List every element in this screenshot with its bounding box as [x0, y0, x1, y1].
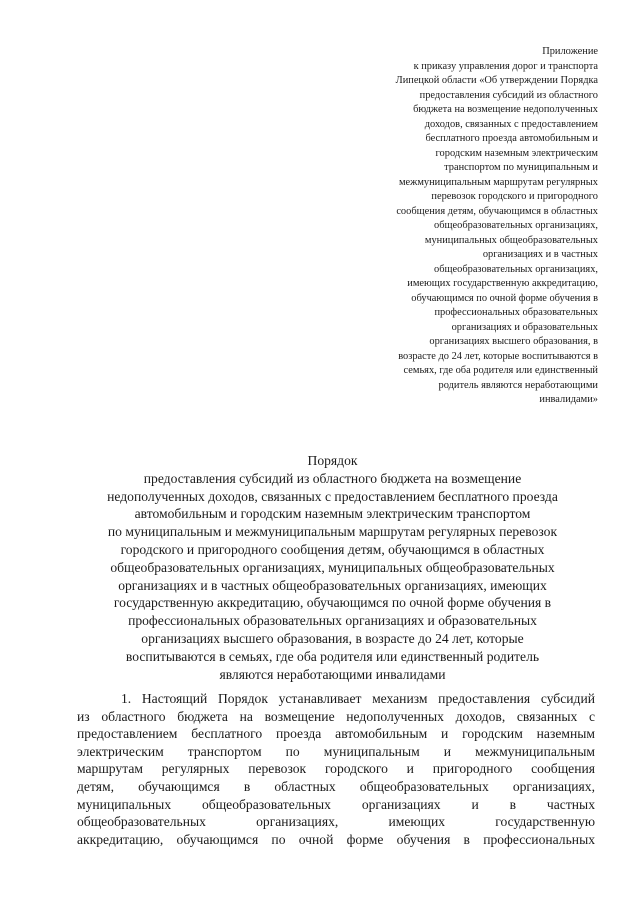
body-line: аккредитацию, обучающимся по очной форме обучения в профессиональных: [77, 831, 595, 847]
title-line: организациях и в частных общеобразовательных организациях, имеющих: [118, 577, 547, 593]
body-paragraph-1: [77, 690, 595, 848]
appendix-line: сообщения детям, обучающимся в областных: [396, 205, 598, 217]
appendix-line: муниципальных общеобразовательных: [424, 234, 598, 246]
appendix-line: к приказу управления дорог и транспорта: [413, 60, 598, 72]
title-line: воспитываются в семьях, где оба родителя или единственный родитель: [125, 648, 540, 664]
appendix-line: транспортом по муниципальным и: [444, 162, 598, 173]
title-line: профессиональных образовательных организациях и образовательных: [128, 613, 537, 629]
appendix-line: Приложение: [542, 46, 598, 57]
body-line: детям, обучающимся в областных общеобразовательных организациях,: [77, 778, 595, 794]
appendix-block: [328, 45, 598, 408]
title-line: являются неработающими инвалидами: [219, 666, 446, 682]
appendix-line: обучающимся по очной форме обучения в: [411, 292, 598, 304]
body-line: электрическим транспортом по муниципальным и межмуниципальным: [77, 743, 595, 759]
title-line: общеобразовательных организациях, муниципальных общеобразовательных: [110, 559, 555, 575]
body-line: 1. Настоящий Порядок устанавливает механизм предоставления субсидий: [121, 691, 595, 706]
appendix-line: общеобразовательных организациях,: [434, 263, 598, 275]
appendix-line: Липецкой области «Об утверждении Порядка: [395, 75, 598, 86]
appendix-line: предоставления субсидий из областного: [419, 89, 598, 101]
document-title: [70, 452, 595, 683]
title-line: государственную аккредитацию, обучающимся по очной форме обучения в: [113, 595, 552, 611]
appendix-line: родитель являются неработающими: [438, 379, 598, 391]
appendix-line: инвалидами»: [539, 394, 598, 405]
title-heading: Порядок: [307, 453, 358, 468]
appendix-line: организациях и образовательных: [451, 321, 598, 333]
appendix-line: общеобразовательных организациях,: [434, 220, 598, 231]
body-line: из областного бюджета на возмещение недополученных доходов, связанных с: [77, 708, 595, 724]
body-line: маршрутам регулярных перевозок городского и пригородного сообщения: [77, 761, 595, 777]
title-line: недополученных доходов, связанных с предоставлением бесплатного проезда: [107, 488, 558, 504]
title-line: предоставления субсидий из областного бюджета на возмещение: [143, 470, 522, 486]
body-line: муниципальных общеобразовательных организациях и в частных: [77, 796, 595, 812]
body-line: общеобразовательных организациях, имеющих государственную: [77, 814, 595, 830]
title-line: по муниципальным и межмуниципальным маршрутам регулярных перевозок: [107, 524, 558, 540]
title-line: городского и пригородного сообщения детям, обучающимся в областных: [120, 541, 545, 557]
appendix-line: организациях и в частных: [482, 249, 598, 260]
title-line: организациях высшего образования, в возрасте до 24 лет, которые: [141, 630, 524, 646]
appendix-line: бюджета на возмещение недополученных: [413, 104, 598, 115]
appendix-line: межмуниципальным маршрутам регулярных: [398, 176, 598, 188]
appendix-line: возрасте до 24 лет, которые воспитываются в: [398, 350, 598, 362]
appendix-line: бесплатного проезда автомобильным и: [425, 133, 598, 144]
appendix-line: организациях высшего образования, в: [429, 336, 598, 347]
appendix-line: доходов, связанных с предоставлением: [424, 118, 598, 130]
title-line: автомобильным и городским наземным электрическим транспортом: [134, 506, 531, 522]
body-line: предоставлением бесплатного проезда автомобильным и городским наземным: [77, 726, 595, 742]
appendix-line: профессиональных образовательных: [434, 307, 598, 318]
appendix-line: городским наземным электрическим: [435, 147, 598, 159]
appendix-line: перевозок городского и пригородного: [431, 191, 598, 202]
appendix-line: семьях, где оба родителя или единственный: [403, 365, 598, 376]
appendix-line: имеющих государственную аккредитацию,: [407, 278, 598, 289]
